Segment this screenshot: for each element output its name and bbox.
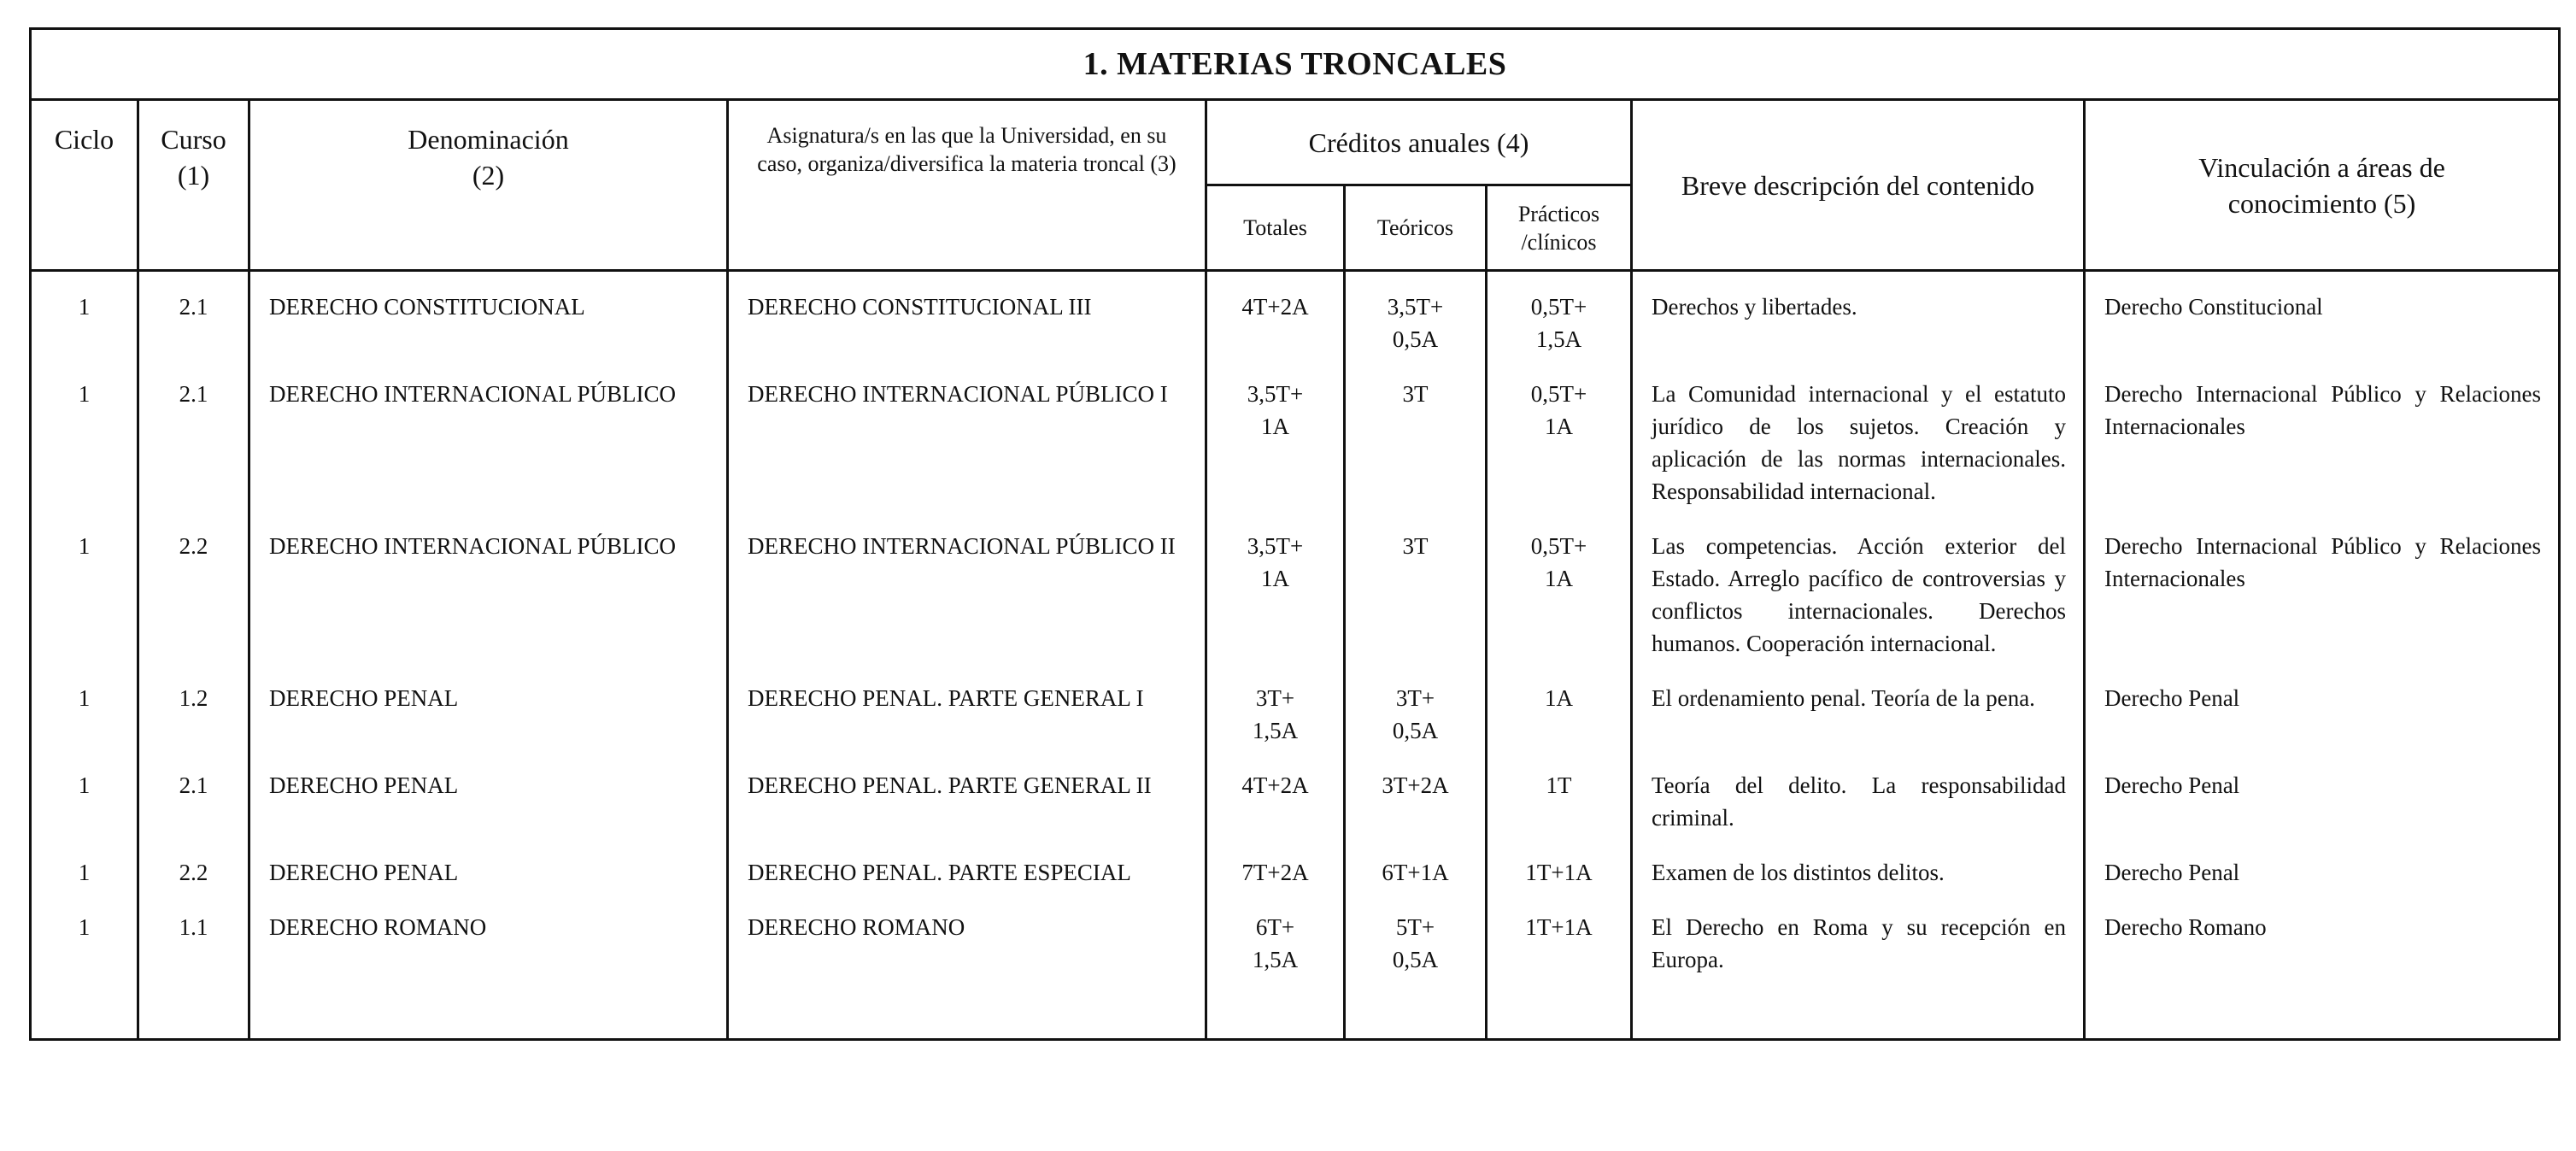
header-curso-note: (1): [177, 160, 210, 191]
table-row: [31, 911, 2560, 1039]
cell-ciclo: 1: [31, 378, 138, 530]
header-descripcion: [1632, 100, 2085, 271]
cell-asignatura: DERECHO PENAL. PARTE ESPECIAL: [728, 856, 1206, 911]
cell-curso: 2.2: [138, 530, 249, 682]
cell-teoricos: 3T+ 0,5A: [1345, 682, 1487, 769]
cell-denominacion: DERECHO PENAL: [249, 856, 728, 911]
cell-practicos: 0,5T+ 1A: [1487, 378, 1632, 530]
header-practicos: [1487, 185, 1632, 271]
cell-descripcion: El ordenamiento penal. Teoría de la pena.: [1632, 682, 2085, 769]
header-creditos: [1206, 100, 1632, 185]
cell-vinculacion: Derecho Constitucional: [2085, 271, 2560, 379]
header-curso-label: Curso: [161, 124, 226, 155]
cell-denominacion: DERECHO INTERNACIONAL PÚBLICO: [249, 378, 728, 530]
cell-practicos: 1T: [1487, 769, 1632, 856]
cell-denominacion: DERECHO INTERNACIONAL PÚBLICO: [249, 530, 728, 682]
cell-curso: 2.1: [138, 769, 249, 856]
header-totales-label: Totales: [1243, 215, 1307, 240]
materias-troncales-table: [29, 27, 2561, 1041]
cell-asignatura: DERECHO PENAL. PARTE GENERAL II: [728, 769, 1206, 856]
cell-descripcion: Las competencias. Acción exterior del Estado. Arreglo pacífico de controversias y conflictos internacionales. Derechos humanos. Cooperación internacional.: [1632, 530, 2085, 682]
cell-practicos: 0,5T+ 1A: [1487, 530, 1632, 682]
cell-totales: 3T+ 1,5A: [1206, 682, 1345, 769]
cell-practicos: 1A: [1487, 682, 1632, 769]
header-asignatura: [728, 100, 1206, 271]
cell-ciclo: 1: [31, 530, 138, 682]
cell-totales: 3,5T+ 1A: [1206, 378, 1345, 530]
cell-practicos: 1T+1A: [1487, 911, 1632, 1039]
cell-teoricos: 3,5T+ 0,5A: [1345, 271, 1487, 379]
table-row: [31, 769, 2560, 856]
cell-vinculacion: Derecho Romano: [2085, 911, 2560, 1039]
cell-asignatura: DERECHO ROMANO: [728, 911, 1206, 1039]
cell-curso: 2.2: [138, 856, 249, 911]
cell-totales: 3,5T+ 1A: [1206, 530, 1345, 682]
cell-descripcion: El Derecho en Roma y su recepción en Europa.: [1632, 911, 2085, 1039]
cell-ciclo: 1: [31, 682, 138, 769]
cell-totales: 7T+2A: [1206, 856, 1345, 911]
header-totales: [1206, 185, 1345, 271]
header-ciclo: [31, 100, 138, 271]
header-asignatura-label: Asignatura/s en las que la Universidad, en su caso, organiza/diversifica la materia troncal (3): [757, 123, 1177, 176]
cell-curso: 1.1: [138, 911, 249, 1039]
cell-descripcion: Derechos y libertades.: [1632, 271, 2085, 379]
table-row: [31, 378, 2560, 530]
header-practicos-label: Prácticos /clínicos: [1517, 201, 1600, 255]
cell-asignatura: DERECHO INTERNACIONAL PÚBLICO II: [728, 530, 1206, 682]
header-curso: [138, 100, 249, 271]
materias-troncales-sheet: [29, 27, 2558, 1138]
table-body: [31, 271, 2560, 1040]
cell-totales: 6T+ 1,5A: [1206, 911, 1345, 1039]
cell-curso: 1.2: [138, 682, 249, 769]
cell-teoricos: 6T+1A: [1345, 856, 1487, 911]
cell-denominacion: DERECHO PENAL: [249, 769, 728, 856]
header-vinculacion-label: Vinculación a áreas de conocimiento (5): [2198, 151, 2445, 219]
header-vinculacion: [2085, 100, 2560, 271]
cell-teoricos: 3T: [1345, 378, 1487, 530]
cell-vinculacion: Derecho Penal: [2085, 769, 2560, 856]
cell-practicos: 1T+1A: [1487, 856, 1632, 911]
header-denominacion-note: (2): [472, 160, 505, 191]
cell-asignatura: DERECHO PENAL. PARTE GENERAL I: [728, 682, 1206, 769]
cell-denominacion: DERECHO PENAL: [249, 682, 728, 769]
cell-asignatura: DERECHO CONSTITUCIONAL III: [728, 271, 1206, 379]
cell-practicos: 0,5T+ 1,5A: [1487, 271, 1632, 379]
cell-vinculacion: Derecho Penal: [2085, 856, 2560, 911]
cell-curso: 2.1: [138, 378, 249, 530]
cell-totales: 4T+2A: [1206, 769, 1345, 856]
cell-denominacion: DERECHO CONSTITUCIONAL: [249, 271, 728, 379]
header-denominacion: [249, 100, 728, 271]
cell-vinculacion: Derecho Penal: [2085, 682, 2560, 769]
header-teoricos: [1345, 185, 1487, 271]
cell-ciclo: 1: [31, 856, 138, 911]
header-denominacion-label: Denominación: [408, 124, 569, 155]
cell-asignatura: DERECHO INTERNACIONAL PÚBLICO I: [728, 378, 1206, 530]
cell-denominacion: DERECHO ROMANO: [249, 911, 728, 1039]
cell-vinculacion: Derecho Internacional Público y Relaciones Internacionales: [2085, 530, 2560, 682]
cell-teoricos: 5T+ 0,5A: [1345, 911, 1487, 1039]
cell-totales: 4T+2A: [1206, 271, 1345, 379]
table-row: [31, 682, 2560, 769]
cell-ciclo: 1: [31, 271, 138, 379]
cell-curso: 2.1: [138, 271, 249, 379]
cell-ciclo: 1: [31, 911, 138, 1039]
table-title: 1. MATERIAS TRONCALES: [31, 29, 2560, 100]
table-row: [31, 271, 2560, 379]
cell-descripcion: La Comunidad internacional y el estatuto jurídico de los sujetos. Creación y aplicación de las normas internacionales. Responsabilidad internacional.: [1632, 378, 2085, 530]
cell-teoricos: 3T+2A: [1345, 769, 1487, 856]
header-descripcion-label: Breve descripción del contenido: [1681, 169, 2035, 201]
table-row: [31, 530, 2560, 682]
cell-vinculacion: Derecho Internacional Público y Relaciones Internacionales: [2085, 378, 2560, 530]
cell-ciclo: 1: [31, 769, 138, 856]
header-ciclo-label: Ciclo: [54, 124, 114, 155]
cell-descripcion: Examen de los distintos delitos.: [1632, 856, 2085, 911]
cell-teoricos: 3T: [1345, 530, 1487, 682]
header-creditos-label: Créditos anuales (4): [1308, 126, 1529, 158]
table-row: [31, 856, 2560, 911]
header-teoricos-label: Teóricos: [1376, 215, 1454, 240]
cell-descripcion: Teoría del delito. La responsabilidad criminal.: [1632, 769, 2085, 856]
